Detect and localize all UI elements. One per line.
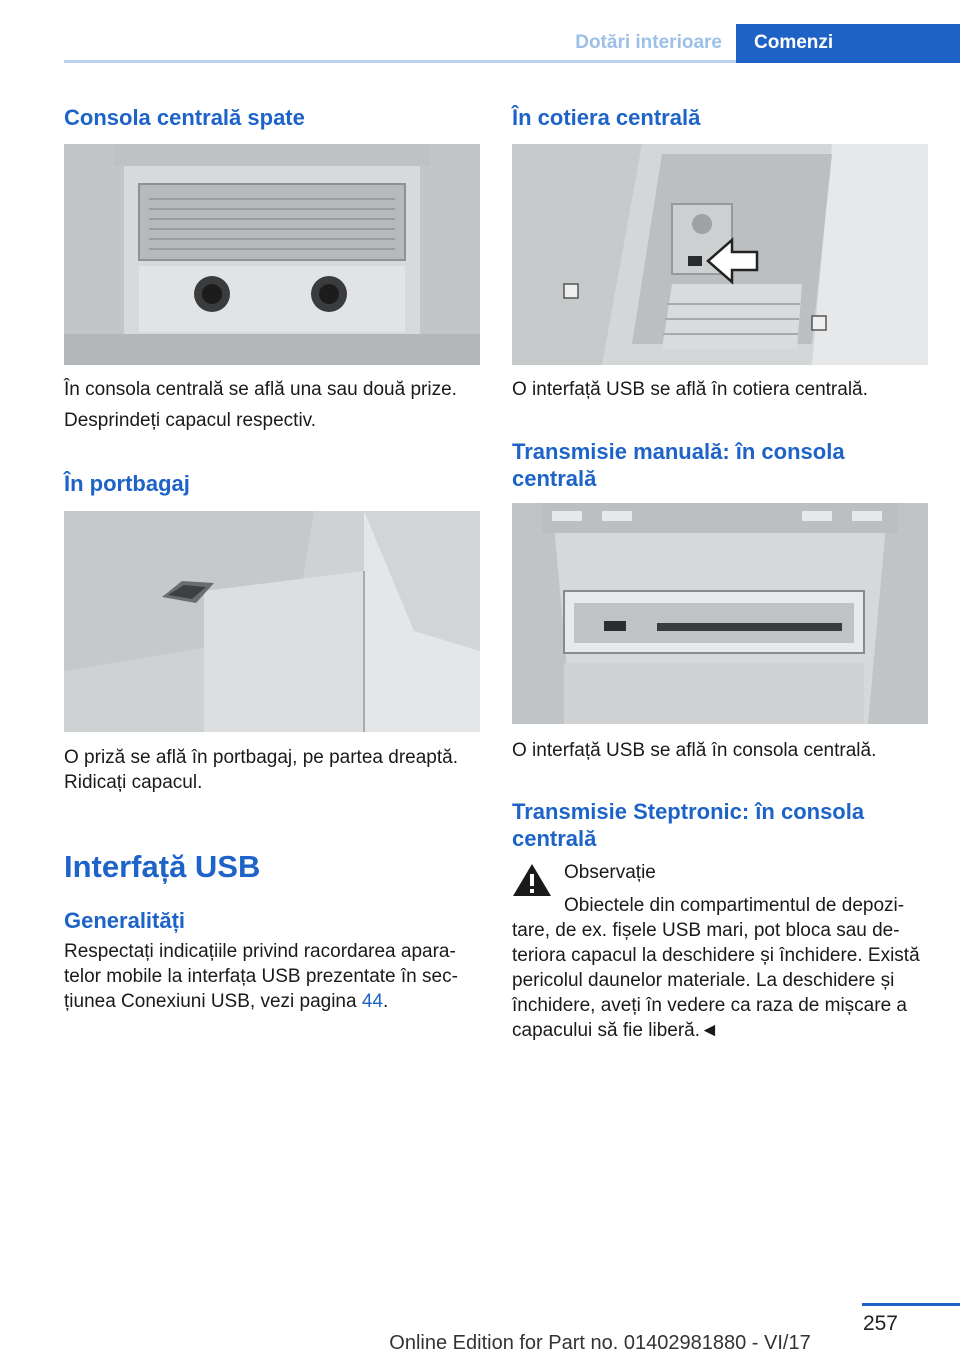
image-manual-console	[512, 503, 928, 724]
text-rear-console-1: În consola centrală se află una sau două prize.	[64, 379, 457, 400]
header-chapter-tab[interactable]: Comenzi	[736, 24, 960, 63]
text-usb-general	[64, 939, 482, 1014]
text-usb-general-end: .	[383, 991, 389, 1012]
text-rear-console-2: Desprindeți capacul respectiv.	[64, 410, 317, 431]
page-number: 257	[862, 1312, 898, 1335]
footer-edition: Online Edition for Part no. 01402981880 - VI/17	[389, 1332, 811, 1354]
text-manual-console: O interfață USB se află în consola centrală.	[512, 740, 877, 761]
image-trunk	[64, 511, 480, 732]
heading-general: Generalități	[64, 908, 186, 933]
heading-manual-transmission: Transmisie manuală: în consola centrală	[512, 439, 845, 491]
footer-rule	[862, 1303, 960, 1306]
header-section-title[interactable]: Dotări interioare	[575, 32, 722, 53]
heading-usb-interface: Interfață USB	[64, 849, 261, 884]
text-usb-general-body: Respectați indicațiile privind racordarea aparatelor mobile la interfața USB prezentate în secțiunea Conexiuni USB, vezi pagina	[64, 941, 458, 1012]
heading-armrest: În cotiera centrală	[512, 105, 701, 130]
warning-text: Obiectele din compartimentul de depozitare, de ex. fișele USB mari, pot bloca sau deteriora capacul la deschidere și închidere. Există pericolul daunelor materiale. La deschidere și închidere, aveți în vedere ca raza de mișcare a capacului să fie liberă.◄	[512, 895, 920, 1041]
heading-trunk: În portbagaj	[64, 471, 190, 496]
heading-steptronic: Transmisie Steptronic: în consola centrală	[512, 799, 865, 851]
page-link-44[interactable]: 44	[361, 991, 383, 1012]
text-trunk: O priză se află în portbagaj, pe partea dreaptă. Ridicați capacul.	[64, 747, 458, 793]
image-rear-console	[64, 144, 480, 365]
image-armrest	[512, 144, 928, 365]
heading-rear-console: Consola centrală spate	[64, 105, 305, 130]
text-armrest: O interfață USB se află în cotiera centrală.	[512, 379, 868, 400]
warning-label: Observație	[564, 862, 656, 883]
